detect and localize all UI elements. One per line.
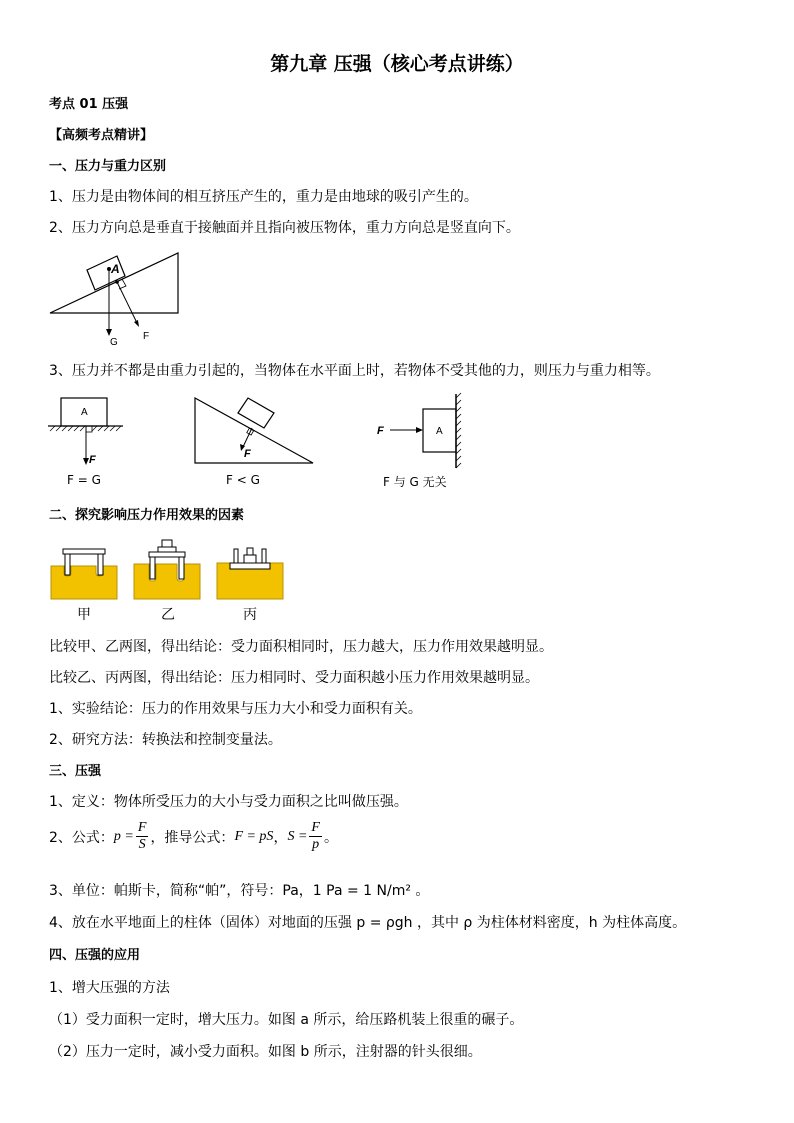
svg-text:F: F xyxy=(377,425,384,437)
sponge-yi xyxy=(133,536,203,601)
caption-yi: 乙 xyxy=(161,607,175,623)
sec2-p1: 1、实验结论：压力的作用效果与压力大小和受力面积有关。 xyxy=(49,701,422,717)
section-tag: 【高频考点精讲】 xyxy=(49,128,154,143)
caption-f-unrelated-g: F 与 G 无关 xyxy=(383,475,447,489)
incline-figure xyxy=(45,248,195,348)
sec3-p3: 3、单位：帕斯卡，简称“帕”，符号：Pa，1 Pa = 1 N/m² 。 xyxy=(49,883,430,899)
formula-line xyxy=(49,820,338,853)
sec4-p2: （1）受力面积一定时，增大压力。如图 a 所示，给压路机装上很重的碾子。 xyxy=(49,1012,524,1028)
sponge-jia xyxy=(50,543,120,601)
sec1-heading: 一、压力与重力区别 xyxy=(49,159,167,174)
formula-sep: ， xyxy=(273,829,288,846)
svg-text:A: A xyxy=(81,407,88,418)
page-title: 第九章 压强（核心考点讲练） xyxy=(270,53,524,75)
sec2-p2: 2、研究方法：转换法和控制变量法。 xyxy=(49,732,282,748)
sec4-p1: 1、增大压强的方法 xyxy=(49,980,170,996)
formula-mid: ，推导公式： xyxy=(150,829,235,846)
fraction-f-over-s: $\frac{F}{S}$ xyxy=(137,820,147,853)
label-g: G xyxy=(110,337,118,348)
label-a: A xyxy=(111,262,120,276)
formula-p: p = xyxy=(113,828,134,844)
horizontal-figure xyxy=(45,393,135,465)
sec1-p2: 2、压力方向总是垂直于接触面并且指向被压物体，重力方向总是竖直向下。 xyxy=(49,220,520,236)
sec1-p3: 3、压力并不都是由重力引起的，当物体在水平面上时，若物体不受其他的力，则压力与重力相等。 xyxy=(49,363,660,379)
formula-s: S = xyxy=(287,828,308,844)
svg-text:F: F xyxy=(244,448,251,460)
incline-figure-2 xyxy=(190,393,320,468)
fraction-f-over-p: $\frac{F}{p}$ xyxy=(311,820,320,853)
sec4-p3: （2）压力一定时，减小受力面积。如图 b 所示，注射器的针头很细。 xyxy=(49,1044,482,1060)
kaodian-label: 考点 01 压强 xyxy=(49,97,129,112)
caption-f-lt-g: F < G xyxy=(226,473,260,487)
formula-prefix: 2、公式： xyxy=(49,829,114,846)
label-f: F xyxy=(143,331,150,342)
sec2-heading: 二、探究影响压力作用效果的因素 xyxy=(49,508,245,523)
sponge-bing xyxy=(216,543,286,601)
sec1-p1: 1、压力是由物体间的相互挤压产生的，重力是由地球的吸引产生的。 xyxy=(49,189,478,205)
sec3-heading: 三、压强 xyxy=(49,764,102,779)
sec2-conclusion-1: 比较甲、乙两图，得出结论：受力面积相同时，压力越大，压力作用效果越明显。 xyxy=(49,639,553,655)
caption-f-eq-g: F = G xyxy=(67,473,101,487)
svg-text:F: F xyxy=(89,454,96,466)
sec3-p4: 4、放在水平地面上的柱体（固体）对地面的压强 p = ρgh ，其中 ρ 为柱体材料密度，h 为柱体高度。 xyxy=(49,915,687,931)
sec2-conclusion-2: 比较乙、丙两图，得出结论：压力相同时、受力面积越小压力作用效果越明显。 xyxy=(49,670,539,686)
sec3-p1: 1、定义：物体所受压力的大小与受力面积之比叫做压强。 xyxy=(49,794,408,810)
wall-figure xyxy=(372,390,467,470)
formula-f: F = pS xyxy=(234,828,274,844)
caption-bing: 丙 xyxy=(243,607,257,623)
caption-jia: 甲 xyxy=(77,607,91,623)
svg-text:A: A xyxy=(436,426,443,437)
sec4-heading: 四、压强的应用 xyxy=(49,948,141,963)
formula-end: 。 xyxy=(323,829,338,846)
